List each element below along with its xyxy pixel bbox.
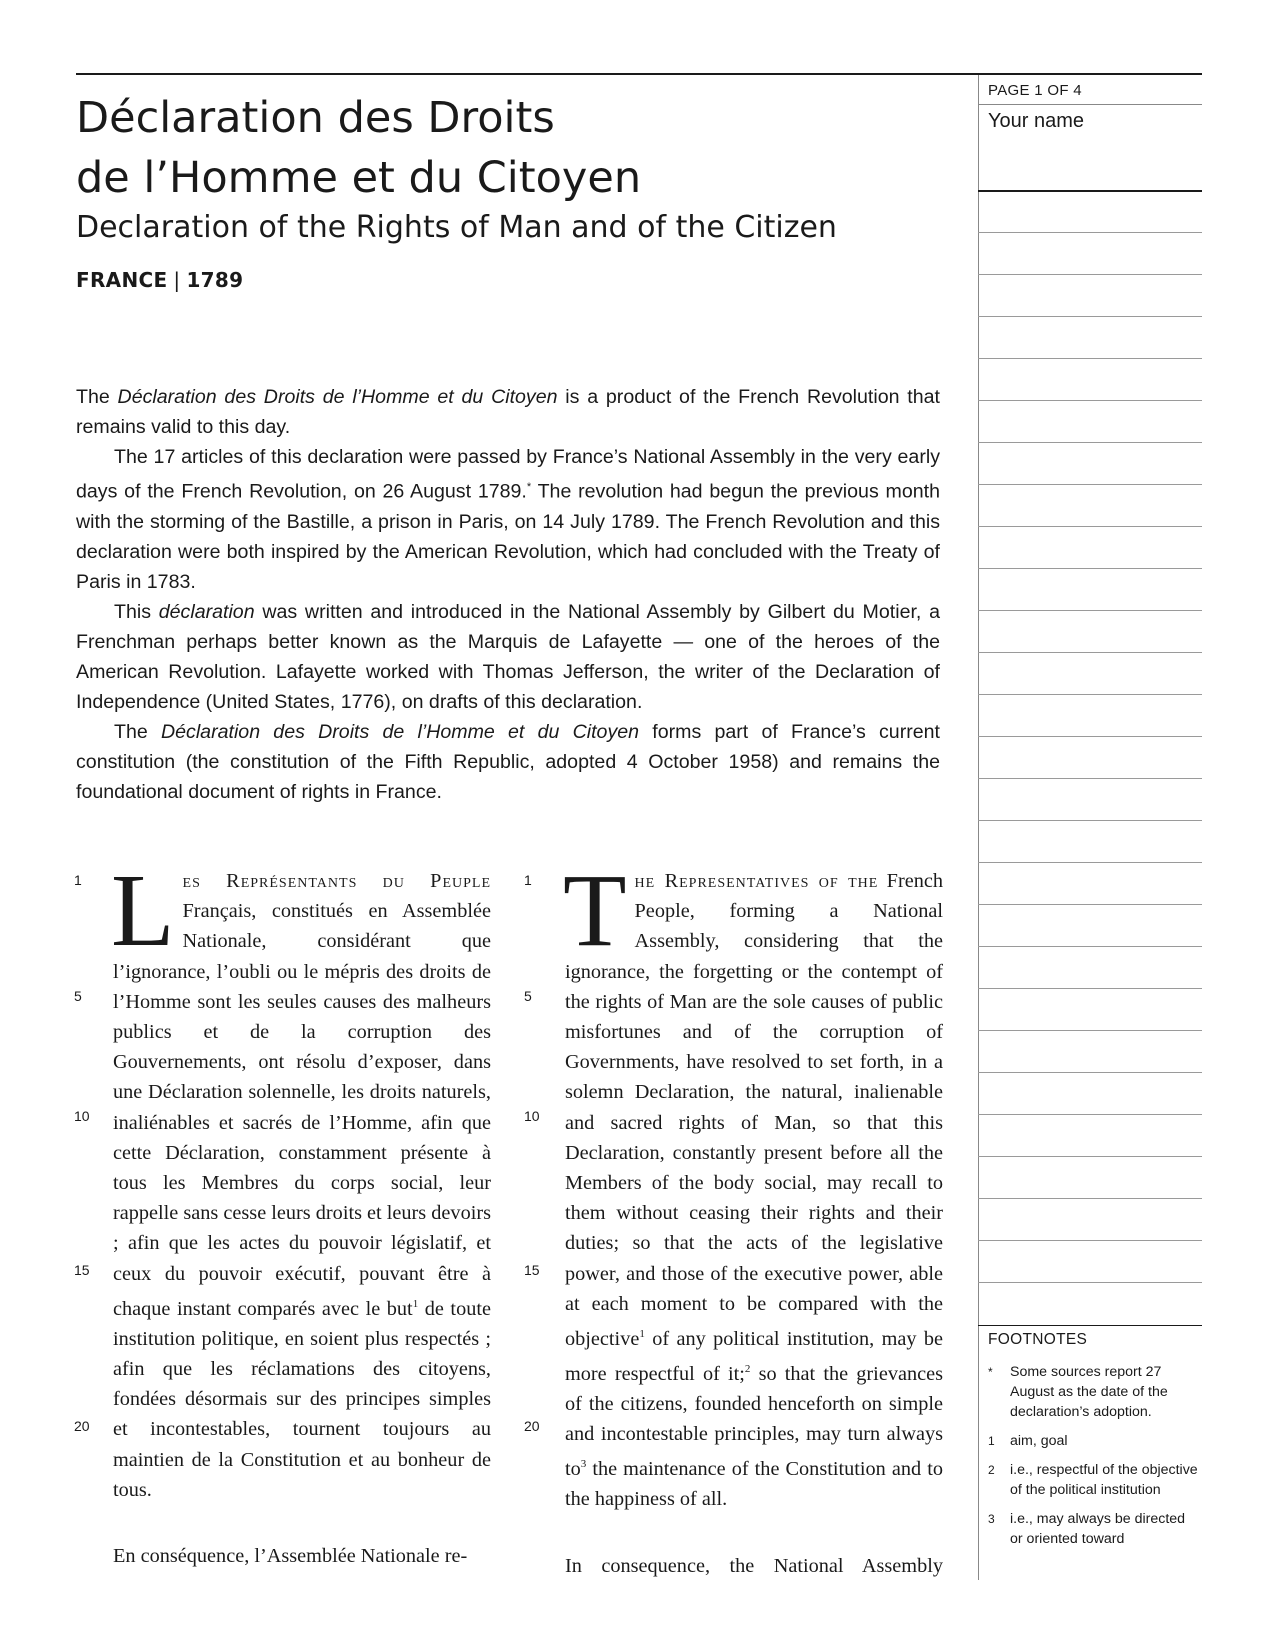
footnote-mark: 3 xyxy=(988,1512,995,1526)
note-line[interactable] xyxy=(978,484,1202,485)
note-line[interactable] xyxy=(978,526,1202,527)
footnote-mark: 1 xyxy=(988,1434,995,1448)
document-title xyxy=(76,88,936,208)
note-line[interactable] xyxy=(978,736,1202,737)
note-line[interactable] xyxy=(978,568,1202,569)
document-subtitle: Declaration of the Rights of Man and of the Citizen xyxy=(76,210,837,245)
notes-sidebar xyxy=(978,75,1203,1580)
name-field-rule[interactable] xyxy=(978,190,1202,192)
en-line-number: 15 xyxy=(524,1262,540,1278)
page-indicator: PAGE 1 OF 4 xyxy=(988,82,1082,99)
french-column xyxy=(111,853,491,1571)
footnote-text: aim, goal xyxy=(1010,1433,1068,1449)
separator: | xyxy=(173,268,181,292)
note-line[interactable] xyxy=(978,1114,1202,1115)
note-line[interactable] xyxy=(978,1030,1202,1031)
footnote-item xyxy=(988,1509,1200,1549)
name-field-label: Your name xyxy=(988,110,1084,132)
footnotes-list xyxy=(988,1362,1200,1558)
title-line-1: Déclaration des Droits xyxy=(76,93,555,143)
footnote-item xyxy=(988,1460,1200,1500)
footnote-marker: * xyxy=(526,481,532,493)
note-line[interactable] xyxy=(978,1240,1202,1241)
intro-paragraph-2: The 17 articles of this declaration were passed by France’s National Assembly in the very early days of the French Revolution, on 26 August 1789.* The revolution had begun the previous month with the storming of the Bastille, a prison in Paris, on 14 July 1789. The French Revolution and this declaration were both inspired by the American Revolution, which had concluded with the Treaty of Paris in 1783. xyxy=(76,446,940,593)
fr-line-number: 1 xyxy=(74,872,82,888)
note-line[interactable] xyxy=(978,1198,1202,1199)
footnote-ref: 3 xyxy=(580,1458,587,1471)
note-line[interactable] xyxy=(978,400,1202,401)
footnote-ref: 1 xyxy=(412,1297,419,1310)
note-line[interactable] xyxy=(978,232,1202,233)
country-label: FRANCE xyxy=(76,268,168,292)
note-line[interactable] xyxy=(978,946,1202,947)
note-line[interactable] xyxy=(978,778,1202,779)
english-continuation: In consequence, the National Assembly xyxy=(565,1554,943,1577)
en-line-number: 10 xyxy=(524,1108,540,1124)
note-line[interactable] xyxy=(978,442,1202,443)
note-line[interactable] xyxy=(978,274,1202,275)
footnote-text: i.e., respectful of the objective of the political institution xyxy=(1010,1462,1198,1498)
fr-line-number: 15 xyxy=(74,1262,90,1278)
footnote-item xyxy=(988,1362,1200,1422)
french-continuation: En conséquence, l’Assemblée Nationale re- xyxy=(113,1545,468,1568)
footnote-mark: 2 xyxy=(988,1463,995,1477)
note-line[interactable] xyxy=(978,862,1202,863)
en-line-number: 5 xyxy=(524,988,532,1004)
fr-line-number: 5 xyxy=(74,988,82,1004)
footnote-mark: * xyxy=(988,1365,993,1379)
introduction xyxy=(76,382,940,807)
divider xyxy=(978,104,1202,105)
note-line[interactable] xyxy=(978,652,1202,653)
drop-cap: L xyxy=(111,853,175,968)
french-preamble: Les Représentants du Peuple Français, constitués en Assemblée Nationale, considérant que l’ignorance, l’oubli ou le mépris des droits de l’Homme sont les seules causes des malheurs publics et de la corruption des Gouvernements, ont résolu d’exposer, dans une Déclaration solennelle, les droits naturels, inaliénables et sacrés de l’Homme, afin que cette Déclaration, constamment présente à tous les Membres du corps social, leur rappelle sans cesse leurs droits et leurs devoirs ; afin que les actes du pouvoir législatif, et ceux du pouvoir exécutif, pouvant être à chaque instant comparés avec le but$^1$ de toute institution politique, en soient plus respectés ; afin que les réclamations des citoyens, fondées désormais sur des principes simples et incontestables, tournent toujours au maintien de la Constitution et au bonheur de tous. xyxy=(111,853,491,1501)
fr-line-number: 20 xyxy=(74,1418,90,1434)
intro-paragraph-4: The Déclaration des Droits de l’Homme et du Citoyen forms part of France’s current constitution (the constitution of the Fifth Republic, adopted 4 October 1958) and remains the foundational document of rights in France. xyxy=(76,720,940,803)
title-line-2: de l’Homme et du Citoyen xyxy=(76,153,642,203)
note-line[interactable] xyxy=(978,316,1202,317)
english-preamble: The Representatives of the French People, forming a National Assembly, considering that the ignorance, the forgetting or the contempt of the rights of Man are the sole causes of public misfortunes and of the corruption of Governments, have resolved to set forth, in a solemn Declaration, the natural, inalienable and sacred rights of Man, so that this Declaration, constantly present before all the Members of the body social, may recall to them without ceasing their rights and their duties; so that the acts of the legislative power, and those of the executive power, able at each moment to be compared with the objective$^1$ of any political institution, may be more respectful of it;$^2$ so that the grievances of the citizens, founded henceforth on simple and incontestable principles, may turn always $to^3$ the maintenance of the Constitution and to the happiness of all. xyxy=(563,853,944,1511)
note-line[interactable] xyxy=(978,1282,1202,1283)
footnote-text: i.e., may always be directed or oriented toward xyxy=(1010,1511,1186,1547)
footnote-ref: 2 xyxy=(744,1363,751,1376)
fr-line-number: 10 xyxy=(74,1108,90,1124)
footnotes-heading: FOOTNOTES xyxy=(988,1331,1088,1348)
en-line-number: 1 xyxy=(524,872,532,888)
note-line[interactable] xyxy=(978,820,1202,821)
footnote-ref: 1 xyxy=(639,1328,645,1341)
country-year-line xyxy=(76,268,243,292)
en-line-number: 20 xyxy=(524,1418,540,1434)
note-line[interactable] xyxy=(978,610,1202,611)
footnotes-rule xyxy=(978,1325,1202,1326)
note-line[interactable] xyxy=(978,988,1202,989)
note-line[interactable] xyxy=(978,358,1202,359)
note-line[interactable] xyxy=(978,1072,1202,1073)
year-label: 1789 xyxy=(186,268,244,292)
footnote-text: Some sources report 27 August as the date of the declaration’s adoption. xyxy=(1010,1364,1168,1420)
note-line[interactable] xyxy=(978,1156,1202,1157)
note-line[interactable] xyxy=(978,694,1202,695)
footnote-item xyxy=(988,1431,1200,1451)
drop-cap: T xyxy=(563,853,627,968)
note-line[interactable] xyxy=(978,904,1202,905)
english-column xyxy=(563,853,944,1581)
intro-paragraph-1: The Déclaration des Droits de l’Homme et du Citoyen is a product of the French Revolution that remains valid to this day. xyxy=(76,386,940,438)
intro-paragraph-3: This déclaration was written and introduced in the National Assembly by Gilbert du Motier, a Frenchman perhaps better known as the Marquis de Lafayette — one of the heroes of the American Revolution. Lafayette worked with Thomas Jefferson, the writer of the Declaration of Independence (United States, 1776), on drafts of this declaration. xyxy=(76,600,940,713)
